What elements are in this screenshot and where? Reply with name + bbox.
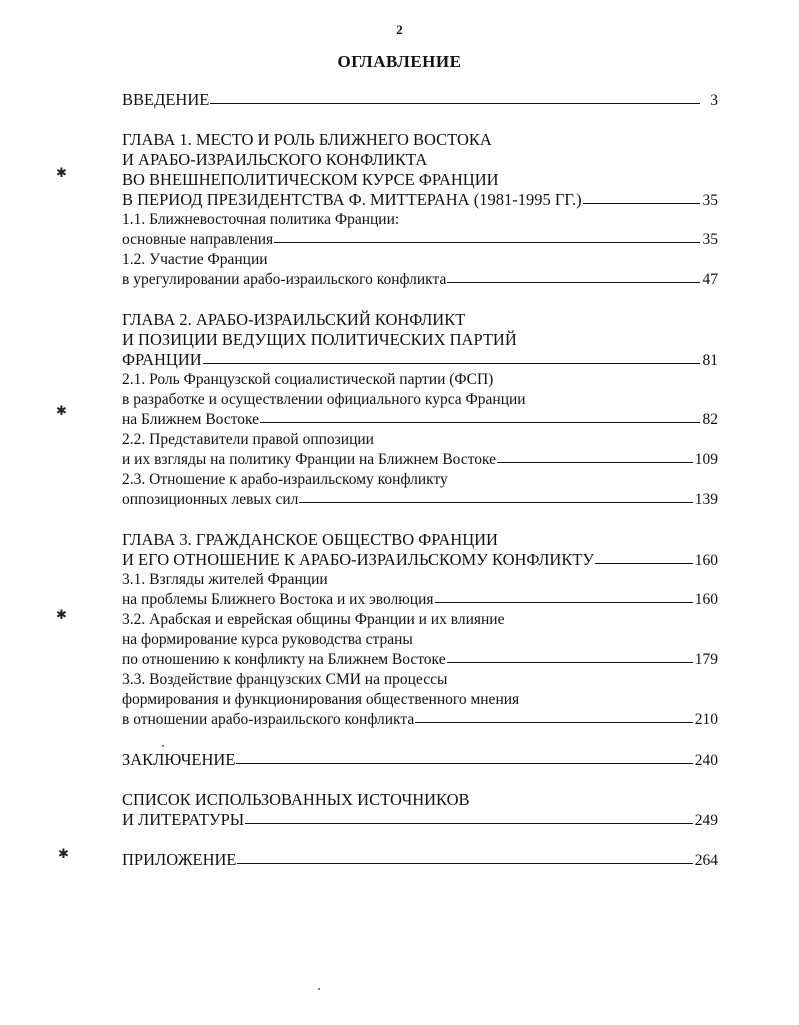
leader-line [435,602,693,603]
toc-entry [122,210,718,250]
toc-page-number: 249 [694,812,718,829]
leader-line [595,563,693,564]
toc-line-text: ГЛАВА 2. АРАБО-ИЗРАИЛЬСКИЙ КОНФЛИКТ [122,310,466,329]
leader-line [210,103,700,104]
toc-line-text: в отношении арабо-израильского конфликта [122,711,415,728]
toc-line [122,250,718,270]
toc-line-text: ФРАНЦИИ [122,350,202,369]
page-number: 2 [396,22,403,37]
toc-line [122,410,718,430]
toc-line-text: И ЛИТЕРАТУРЫ [122,810,245,829]
toc-line [122,370,718,390]
toc-line-text: оппозиционных левых сил [122,491,299,508]
toc-line [122,550,718,570]
toc-line [122,710,718,730]
toc-line [122,490,718,510]
toc-line-text: ВВЕДЕНИЕ [122,90,210,109]
toc-line-text: ВО ВНЕШНЕПОЛИТИЧЕСКОМ КУРСЕ ФРАНЦИИ [122,170,499,189]
toc-line [122,790,718,810]
toc-line [122,470,718,490]
toc-line [122,570,718,590]
toc-line [122,690,718,710]
toc-entry [122,130,718,210]
leader-line [237,863,692,864]
toc-line [122,430,718,450]
scan-mark-icon: ✱ [56,165,67,180]
toc-page-number: 109 [694,451,718,468]
toc-page-number: 82 [702,411,718,428]
toc-page-number: 35 [702,192,718,209]
page-title: ОГЛАВЛЕНИЕ [337,52,462,71]
scan-speck [162,745,164,747]
toc-line-text: И ЕГО ОТНОШЕНИЕ К АРАБО-ИЗРАИЛЬСКОМУ КОНФЛИКТУ [122,550,595,569]
leader-line [299,502,692,503]
toc-entry [122,470,718,510]
leader-line [497,462,693,463]
toc-line-text: 2.1. Роль Французской социалистической партии (ФСП) [122,371,494,388]
toc-line-text: на Ближнем Востоке [122,411,260,428]
leader-line [447,282,700,283]
toc-entry [122,670,718,730]
toc-line-text: на формирование курса руководства страны [122,631,413,648]
toc-line [122,330,718,350]
toc-line-text: И ПОЗИЦИИ ВЕДУЩИХ ПОЛИТИЧЕСКИХ ПАРТИЙ [122,330,517,349]
toc-line-text: 3.2. Арабская и еврейская общины Франции и их влияние [122,611,505,628]
leader-line [260,422,700,423]
toc-line-text: на проблемы Ближнего Востока и их эволюция [122,591,434,608]
table-of-contents [122,90,718,870]
toc-line [122,590,718,610]
toc-entry [122,250,718,290]
toc-page-number: 240 [694,752,718,769]
toc-line [122,170,718,190]
toc-line-text: 1.1. Ближневосточная политика Франции: [122,211,400,228]
toc-line-text: ГЛАВА 3. ГРАЖДАНСКОЕ ОБЩЕСТВО ФРАНЦИИ [122,530,498,549]
toc-line-text: 3.1. Взгляды жителей Франции [122,571,328,588]
toc-line [122,530,718,550]
toc-page-number: 3 [710,92,718,109]
toc-line [122,210,718,230]
toc-line [122,270,718,290]
toc-entry [122,750,718,770]
toc-line-text: В ПЕРИОД ПРЕЗИДЕНТСТВА Ф. МИТТЕРАНА (1981-1995 ГГ.) [122,190,582,209]
toc-page-number: 264 [694,852,718,869]
toc-page-number: 160 [694,552,718,569]
toc-page-number: 35 [702,231,718,248]
toc-line [122,650,718,670]
toc-entry [122,310,718,370]
toc-entry [122,570,718,610]
toc-page-number: 139 [694,491,718,508]
scan-mark-icon: ✱ [56,607,67,622]
toc-line-text: 2.2. Представители правой оппозиции [122,431,374,448]
toc-line-text: 3.3. Воздействие французских СМИ на процессы [122,671,448,688]
toc-line-text: в урегулировании арабо-израильского конфликта [122,271,447,288]
toc-line-text: по отношению к конфликту на Ближнем Востоке [122,651,446,668]
toc-line-text: в разработке и осуществлении официального курса Франции [122,391,526,408]
toc-gap [122,510,718,530]
scan-mark-icon: ✱ [56,403,67,418]
toc-page-number: 160 [694,591,718,608]
leader-line [415,722,693,723]
toc-gap [122,290,718,310]
toc-page-number: 47 [702,271,718,288]
toc-line [122,750,718,770]
toc-line-text: И АРАБО-ИЗРАИЛЬСКОГО КОНФЛИКТА [122,150,428,169]
toc-line [122,390,718,410]
toc-line-text: и их взгляды на политику Франции на Ближнем Востоке [122,451,497,468]
scan-speck [318,988,320,990]
toc-line-text: ГЛАВА 1. МЕСТО И РОЛЬ БЛИЖНЕГО ВОСТОКА [122,130,492,149]
scan-mark-icon: ✱ [58,846,69,861]
toc-line [122,130,718,150]
toc-gap [122,830,718,850]
toc-line-text: ЗАКЛЮЧЕНИЕ [122,750,236,769]
toc-line-text: формирования и функционирования общественного мнения [122,691,520,708]
toc-gap [122,730,718,750]
toc-entry [122,790,718,830]
toc-line-text: ПРИЛОЖЕНИЕ [122,850,237,869]
leader-line [583,203,700,204]
toc-line [122,90,718,110]
toc-entry [122,530,718,570]
leader-line [274,242,700,243]
toc-line [122,310,718,330]
toc-entry [122,90,718,110]
leader-line [236,763,692,764]
leader-line [245,823,693,824]
toc-line [122,850,718,870]
toc-line-text: СПИСОК ИСПОЛЬЗОВАННЫХ ИСТОЧНИКОВ [122,790,470,809]
toc-line [122,150,718,170]
toc-gap [122,110,718,130]
toc-page-number: 81 [702,352,718,369]
toc-line [122,230,718,250]
toc-entry [122,370,718,430]
toc-line [122,190,718,210]
toc-entry [122,610,718,670]
toc-line [122,670,718,690]
toc-line [122,610,718,630]
toc-line-text: 1.2. Участие Франции [122,251,268,268]
toc-line [122,450,718,470]
toc-line [122,350,718,370]
leader-line [447,662,693,663]
toc-page-number: 179 [694,651,718,668]
toc-entry [122,850,718,870]
toc-line-text: 2.3. Отношение к арабо-израильскому конфликту [122,471,448,488]
toc-line [122,810,718,830]
toc-entry [122,430,718,470]
toc-line-text: основные направления [122,231,274,248]
toc-gap [122,770,718,790]
toc-page-number: 210 [694,711,718,728]
leader-line [203,363,700,364]
toc-line [122,630,718,650]
